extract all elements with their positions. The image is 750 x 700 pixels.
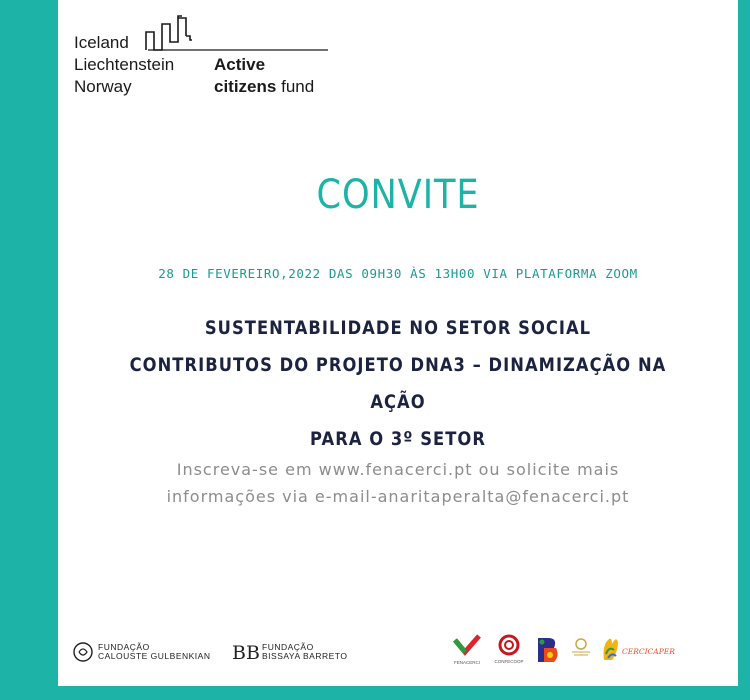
fund-name [214, 54, 314, 98]
headline-line1: SUSTENTABILIDADE NO SETOR SOCIAL [204, 317, 592, 339]
gulbenkian-emblem-icon [72, 641, 94, 663]
bb-monogram-icon [232, 641, 258, 663]
gulbenkian-line1: FUNDAÇÃO [98, 642, 150, 652]
svg-text:CERCICAPER: CERCICAPER [622, 647, 675, 656]
fund-line2-bold: citizens [214, 77, 277, 96]
active-citizens-fund-logo [74, 12, 334, 107]
signup-info [58, 456, 738, 510]
bissaya-line2: BISSAYA BARRETO [262, 651, 348, 661]
left-teal-border [0, 0, 58, 700]
country-norway: Norway [74, 77, 132, 96]
invitation-title: CONVITE [316, 172, 480, 218]
svg-text:FENACERCI: FENACERCI [453, 660, 481, 665]
headline-line2: CONTRIBUTOS DO PROJETO DNA3 – DINAMIZAÇÃO NA AÇÃO [129, 354, 667, 413]
cercicaper-logo [600, 632, 675, 668]
headline-line3: PARA O 3º SETOR [310, 428, 486, 450]
right-teal-border [738, 0, 750, 700]
partner-3-logo [534, 632, 562, 668]
fenacerci-logo [452, 632, 482, 668]
confecoop-logo [496, 632, 522, 668]
gulbenkian-text [98, 643, 210, 661]
svg-text:BB: BB [232, 642, 260, 664]
sponsors-bar [72, 632, 732, 672]
fund-line2-light: fund [281, 77, 315, 96]
partner-4-logo [568, 632, 594, 668]
event-date-line: 28 DE FEVEREIRO,2022 DAS 09H30 ÀS 13H00 VIA PLATAFORMA ZOOM [158, 266, 638, 281]
svg-text:CONFECOOP: CONFECOOP [494, 659, 524, 664]
bissaya-line1: FUNDAÇÃO [262, 642, 314, 652]
gulbenkian-logo [72, 632, 210, 672]
gulbenkian-line2: CALOUSTE GULBENKIAN [98, 651, 211, 661]
fund-line2 [214, 76, 314, 98]
bottom-teal-border [0, 686, 750, 700]
country-liechtenstein: Liechtenstein [74, 55, 175, 74]
bissaya-barreto-logo [232, 632, 347, 672]
event-headline [106, 310, 691, 458]
bissaya-text [262, 643, 347, 661]
signup-line2: informações via e-mail-anaritaperalta@fenacerci.pt [166, 487, 630, 506]
signup-line1: Inscreva-se em www.fenacerci.pt ou solicite mais [176, 460, 620, 479]
donor-countries [74, 32, 174, 98]
country-iceland: Iceland [74, 33, 129, 52]
fund-line1: Active [214, 55, 266, 74]
